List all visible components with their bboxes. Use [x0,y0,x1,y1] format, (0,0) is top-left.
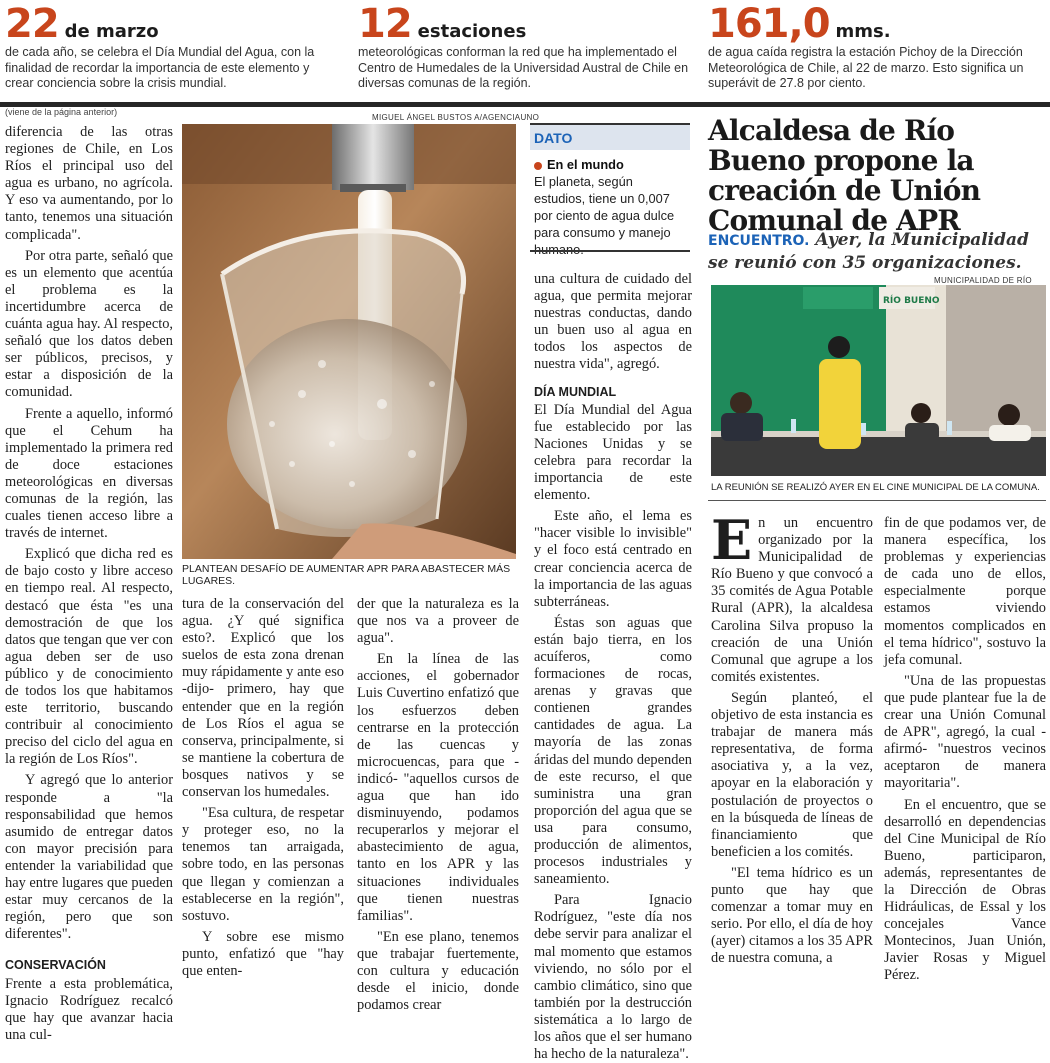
water-glass-illustration [182,124,516,559]
dato-title: DATO [534,130,573,146]
kicker-label: ENCUENTRO. [708,233,810,249]
dato-divider [530,250,690,252]
paragraph: diferencia de las otras regiones de Chile, en Los Ríos el principal uso del agua es urbano, no agrícola. Y eso va aumentando, por lo tanto, tenemos una situación complicada". [5,124,173,243]
story-column-a [711,508,873,967]
paragraph: una cultura de cuidado del agua, que permita mejorar nuestras conductas, dando un buen uso al agua en todos los aspectos de nuestra vida", agregó. [534,271,692,373]
stat-text: de cada año, se celebra el Día Mundial del Agua, con la finalidad de recordar la importancia de este elemento y crear conciencia sobre la crisis mundial. [5,45,315,90]
stat-number: 22 [5,1,59,47]
dato-text: El planeta, según estudios, tiene un 0,007 por ciento de agua dulce para consumo y manejo [534,174,675,240]
paragraph: "Una de las propuestas que pude plantear fue la de crear una Unión Comunal de APR", agregó, la cual -afirmó- "nuestros vecinos aceptaron de manera mayoritaria". [884,672,1046,792]
stat-rainfall [708,1,1046,92]
kicker-text: Ayer, la Municipalidad se reunió con 35 organizaciones. [708,230,1029,273]
dato-header [530,123,690,150]
paragraph: "En ese plano, tenemos que trabajar fuertemente, con cultura y educación desde el inicio, donde podamos crear [357,928,519,1014]
paragraph: En el encuentro, que se desarrolló en dependencias del Cine Municipal de Río Bueno, participaron, además, representantes de la Dirección de Obras Hidráulicas, de Essal y los concejales Vance Montecinos, Juan Unión, Javier Rosas y Miguel Pérez. [884,796,1046,984]
column-4 [534,271,692,1063]
stat-number: 161,0 [708,1,830,47]
paragraph: Y sobre ese mismo punto, enfatizó que "hay que enten- [182,928,344,979]
stat-text: de agua caída registra la estación Pichoy de la Dirección Meteorológica de Chile, al 22 de marzo. Esto significa un superávit de 27.8 por ciento. [708,45,1024,90]
paragraph: Según planteó, el objetivo de esta instancia es trabajar de manera más representativa, de forma asociativa y, a la vez, apoyar en la elaboración y postulación de proyectos o en la búsqueda de líneas de financiamiento que beneficien a los comités. [711,689,873,860]
column-2 [182,596,344,980]
paragraph: "Esa cultura, de respetar y proteger eso, no la tenemos tan arraigada, sobre todo, en las personas que llegan y comienzan a establecerse en la región", sostuvo. [182,805,344,924]
paragraph: En la línea de las acciones, el gobernador Luis Cuvertino enfatizó que los esfuerzos deben centrarse en la protección de las cuencas y microcuencas, para que -indicó- "aquellos cursos de agua que han ido disminuyendo, podamos recuperarlos y mejorar el abastecimiento de agua, tanto en los APR y las situaciones individuales que tienen nuestras familias". [357,651,519,924]
stat-word: estaciones [417,21,527,42]
story-column-b [884,515,1046,985]
paragraph [711,508,873,686]
paragraph: der que la naturaleza es la que nos va a proveer de agua". [357,596,519,647]
photo-credit: MUNICIPALIDAD DE RÍO [934,276,1032,285]
story-kicker [708,229,1048,274]
stat-text: meteorológicas conforman la red que ha implementado el Centro de Humedales de la Universidad Austral de Chile en diversas comunas de la región. [358,45,689,90]
paragraph: tura de la conservación del agua. ¿Y qué significa esto?. Explicó que los suelos de esta zona drenan muy rápidamente y ante eso -dijo- primero, hay que entender que en la región de Los Ríos el agua se conserva, principalmente, si se mantiene la cobertura de bosques nativos y se conservan los humedales. [182,596,344,801]
stat-stations [358,1,694,92]
continued-note: (viene de la página anterior) [5,107,118,117]
paragraph: "El tema hídrico es un punto que hay que comenzar a tomar muy en serio. Por ello, el día de hoy (ayer) citamos a los 35 APR de nuestra comuna, a [711,864,873,967]
photo-caption: PLANTEAN DESAFÍO DE AUMENTAR APR PARA ABASTECER MÁS LUGARES. [182,563,511,587]
paragraph: Éstas son aguas que están bajo tierra, en los acuíferos, como formaciones de rocas, arenas y gravas que contienen grandes cantidades de agua. La mayoría de las zonas áridas del mundo dependen de este recurso, el que suministra una gran proporción del agua que se usa para consumo, producción de alimentos, procesos industriales y saneamiento. [534,614,692,888]
top-divider [0,102,1050,107]
paragraph: Por otra parte, señaló que es un elemento que acentúa el problema es la incertidumbre acerca de cuánta agua hay. Al respecto, señaló que los datos deben ser públicos, precisos, y estar a disposición de la comunidad. [5,247,173,401]
paragraph: fin de que podamos ver, de manera específica, los problemas y experiencias de cada uno de ellos, especialmente porque estamos viviendo momentos complicados en el tema hídrico", sostuvo la jefa comunal. [884,515,1046,668]
paragraph: Explicó que dicha red es de bajo costo y libre acceso en tiempo real. Al respecto, destacó que ésta "es una demostración de que los datos que tengan que ver con agua deben ser de uso público y de conocimiento de todos los que habitamos este territorio, buscando contribuir al conocimiento preciso del ciclo del agua en la región de Los Ríos". [5,546,173,768]
meeting-illustration [711,285,1046,476]
water-glass-photo [182,124,516,559]
stat-number: 12 [358,1,412,47]
photo-credit: MIGUEL ÁNGEL BUSTOS A/AGENCIAUNO [372,113,540,122]
dropcap: E [711,508,753,572]
paragraph: El Día Mundial del Agua fue establecido por las Naciones Unidas y se celebra para recordar la importancia de este elemento. [534,401,692,504]
subhead-dia-mundial: DÍA MUNDIAL [534,384,617,399]
story-headline: Alcaldesa de Río Bueno propone la creación de Unión Comunal de APR [708,114,981,237]
column-3 [357,596,519,1014]
stat-word: de marzo [64,21,159,42]
paragraph: Frente a aquello, informó que el Cehum ha implementado la primera red de doce estaciones meteorológicas en diversas comunas de la región, las cuales tienen acceso libre a través de internet. [5,405,173,542]
column-1 [5,124,173,1044]
paragraph: Y agregó que lo anterior responde a "la responsabilidad que hemos asumido de entregar datos con mayor precisión para entender la variabilidad que hay entre lugares que pueden estar muy cercanos de la región, pero que son diferentes". [5,772,173,943]
dato-body [534,156,686,258]
bullet-icon [534,162,542,170]
stat-date [5,1,340,92]
stat-word: mms. [835,21,891,42]
subhead-conservacion: CONSERVACIÓN [5,958,106,973]
paragraph: Este año, el lema es "hacer visible lo invisible" y el foco está centrado en crear conciencia acerca de la importancia de las aguas subterráneas. [534,508,692,610]
meeting-photo [711,285,1046,476]
divider [708,500,1046,501]
photo-caption: LA REUNIÓN SE REALIZÓ AYER EN EL CINE MUNICIPAL DE LA COMUNA. [711,482,1040,493]
paragraph: Para Ignacio Rodríguez, "este día nos debe servir para analizar el mal momento que estamos viviendo, no sólo por el cambio climático, sino que también por la destrucción sistemática a lo largo de los años que el ser humano ha hecho de la naturaleza". [534,892,692,1063]
paragraph: Frente a esta problemática, Ignacio Rodríguez recalcó que hay que avanzar hacia una cul- [5,975,173,1043]
banner-text: RÍO BUENO [883,296,940,306]
dato-heading: En el mundo [547,157,624,172]
paragraph-text: n un encuentro organizado por la Municipalidad de Río Bueno y que convocó a 35 comités de Agua Potable Rural (APR), la alcaldesa Carolina Silva propuso la creación de una Unión Comunal que agrupe a los comités existentes. [711,515,873,685]
